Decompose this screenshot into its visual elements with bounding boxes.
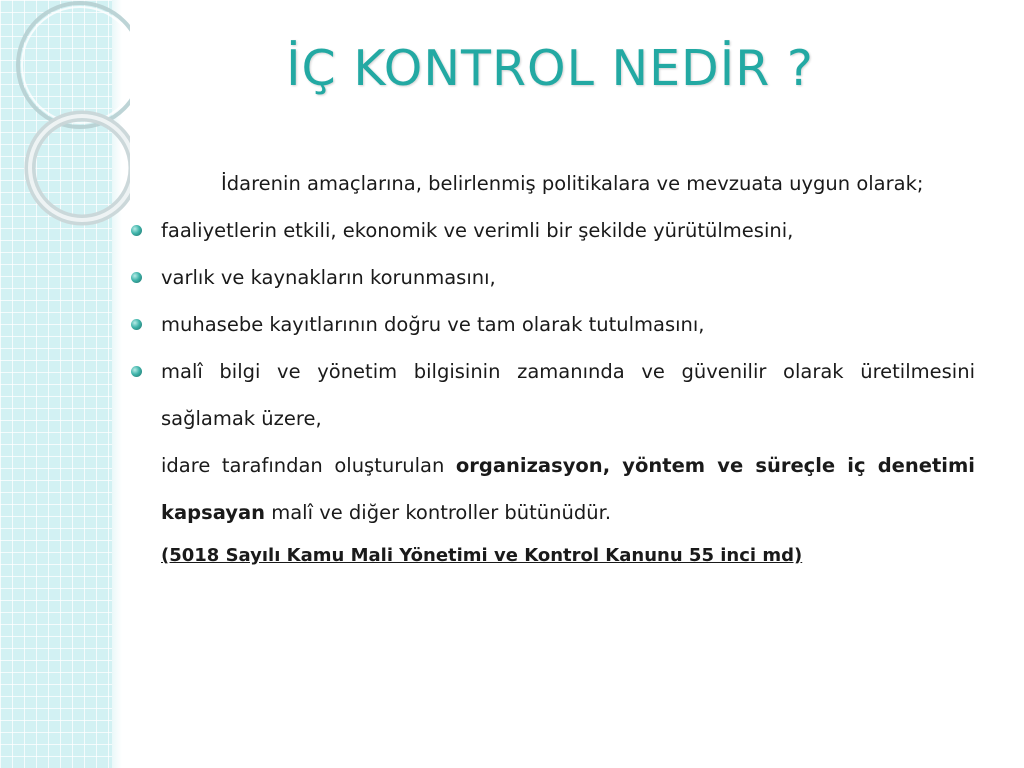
sphere-bullet-icon [131,366,142,377]
list-item [161,207,975,254]
sphere-bullet-icon [131,319,142,330]
slide-body [161,160,975,576]
closing-text-start: idare tarafından oluşturulan [161,454,456,477]
bullet-text: malî bilgi ve yönetim bilgisinin zamanında ve güvenilir olarak üretilmesini sağlamak üzere, [161,360,975,430]
bullet-text: muhasebe kayıtlarının doğru ve tam olarak tutulmasını, [161,313,705,336]
list-item [161,254,975,301]
slide-title: İÇ KONTROL NEDİR ? [286,40,814,97]
closing-paragraph [161,442,975,536]
list-item [161,301,975,348]
closing-text-end: malî ve diğer kontroller bütünüdür. [265,501,612,524]
ring-decoration-icon [0,0,130,240]
bullet-text: faaliyetlerin etkili, ekonomik ve verimli bir şekilde yürütülmesini, [161,219,794,242]
intro-line: İdarenin amaçlarına, belirlenmiş politikalara ve mevzuata uygun olarak; [221,172,924,195]
sphere-bullet-icon [131,272,142,283]
sphere-bullet-icon [131,225,142,236]
list-item [161,348,975,442]
bullet-text: varlık ve kaynakların korunmasını, [161,266,496,289]
law-reference: (5018 Sayılı Kamu Mali Yönetimi ve Kontrol Kanunu 55 inci md) [161,545,803,566]
closing-bold-text: organizasyon, yöntem ve süreçle iç denetimi kapsayan [161,454,975,524]
